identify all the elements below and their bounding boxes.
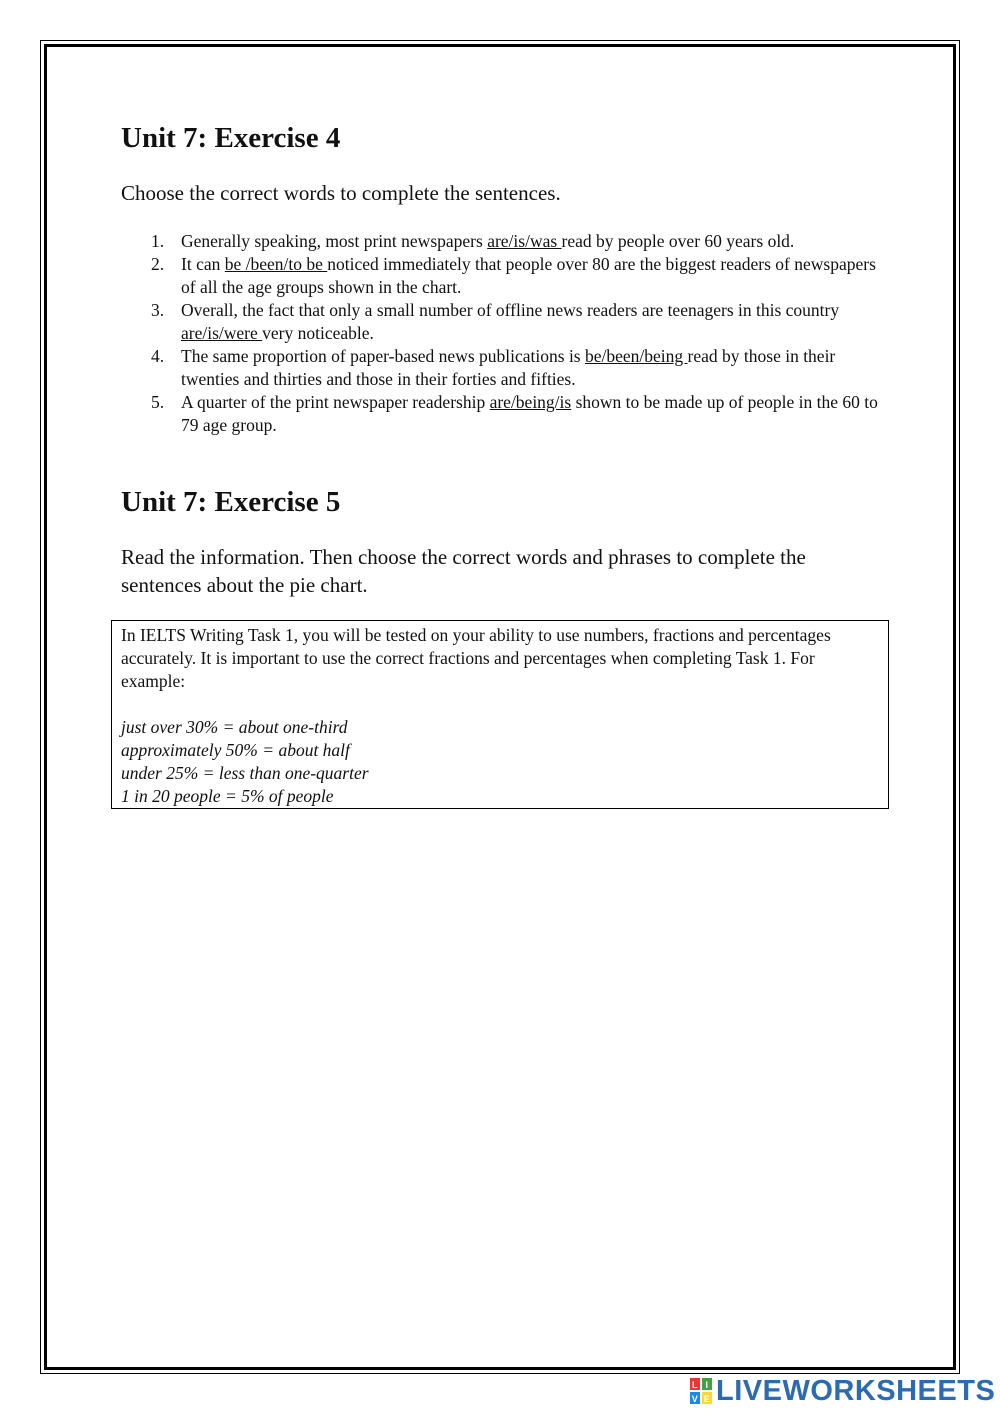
answer-options[interactable]: are/is/were <box>181 323 263 343</box>
item-number: 2. <box>151 254 165 274</box>
exercise5-instruction: Read the information. Then choose the correct words and phrases to complete the sentences about the pie chart. <box>121 545 806 597</box>
list-item: 3. Overall, the fact that only a small number of offline news readers are teenagers in this country are/is/were very noticeable. <box>151 300 840 343</box>
answer-options[interactable]: are/being/is <box>489 392 572 412</box>
answer-options[interactable]: be /been/to be <box>224 254 328 274</box>
svg-text:I: I <box>705 1380 709 1390</box>
example-line: under 25% = less than one-quarter <box>121 763 369 783</box>
answer-options[interactable]: be/been/being <box>585 346 688 366</box>
brand-text: LIVEWORKSHEETS <box>716 1374 996 1407</box>
list-item: 4. The same proportion of paper-based news publications is be/been/being read by those in their twenties and thirties and those in their forties and fifties. <box>151 346 836 389</box>
example-line: just over 30% = about one-third <box>121 717 348 737</box>
item-number: 4. <box>151 346 165 366</box>
item-number: 5. <box>151 392 165 412</box>
list-item: 2. It can be /been/to be noticed immediately that people over 80 are the biggest readers of newspapers of all the age groups shown in the chart. <box>151 254 876 297</box>
item-number: 3. <box>151 300 165 320</box>
list-item: 5. A quarter of the print newspaper readership are/being/is shown to be made up of people in the 60 to 79 age group. <box>151 392 878 435</box>
item-number: 1. <box>151 231 165 251</box>
liveworksheets-logo-icon <box>690 1378 712 1404</box>
svg-text:L: L <box>692 1380 698 1390</box>
exercise4-list <box>121 230 881 437</box>
info-box <box>111 620 889 809</box>
exercise4-title: Unit 7: Exercise 4 <box>121 122 341 154</box>
list-item: 1. Generally speaking, most print newspapers are/is/was read by people over 60 years old. <box>151 231 795 251</box>
svg-text:V: V <box>691 1394 699 1404</box>
example-line: 1 in 20 people = 5% of people <box>121 786 334 806</box>
example-line: approximately 50% = about half <box>121 740 350 760</box>
info-intro: In IELTS Writing Task 1, you will be tested on your ability to use numbers, fractions and percentages accurately. It is important to use the correct fractions and percentages when completing Task 1. For example: <box>121 625 831 691</box>
answer-options[interactable]: are/is/was <box>487 231 562 251</box>
svg-text:E: E <box>703 1394 711 1404</box>
liveworksheets-brand[interactable] <box>690 1375 995 1407</box>
exercise5-title: Unit 7: Exercise 5 <box>121 486 341 518</box>
exercise4-instruction: Choose the correct words to complete the sentences. <box>121 181 561 205</box>
